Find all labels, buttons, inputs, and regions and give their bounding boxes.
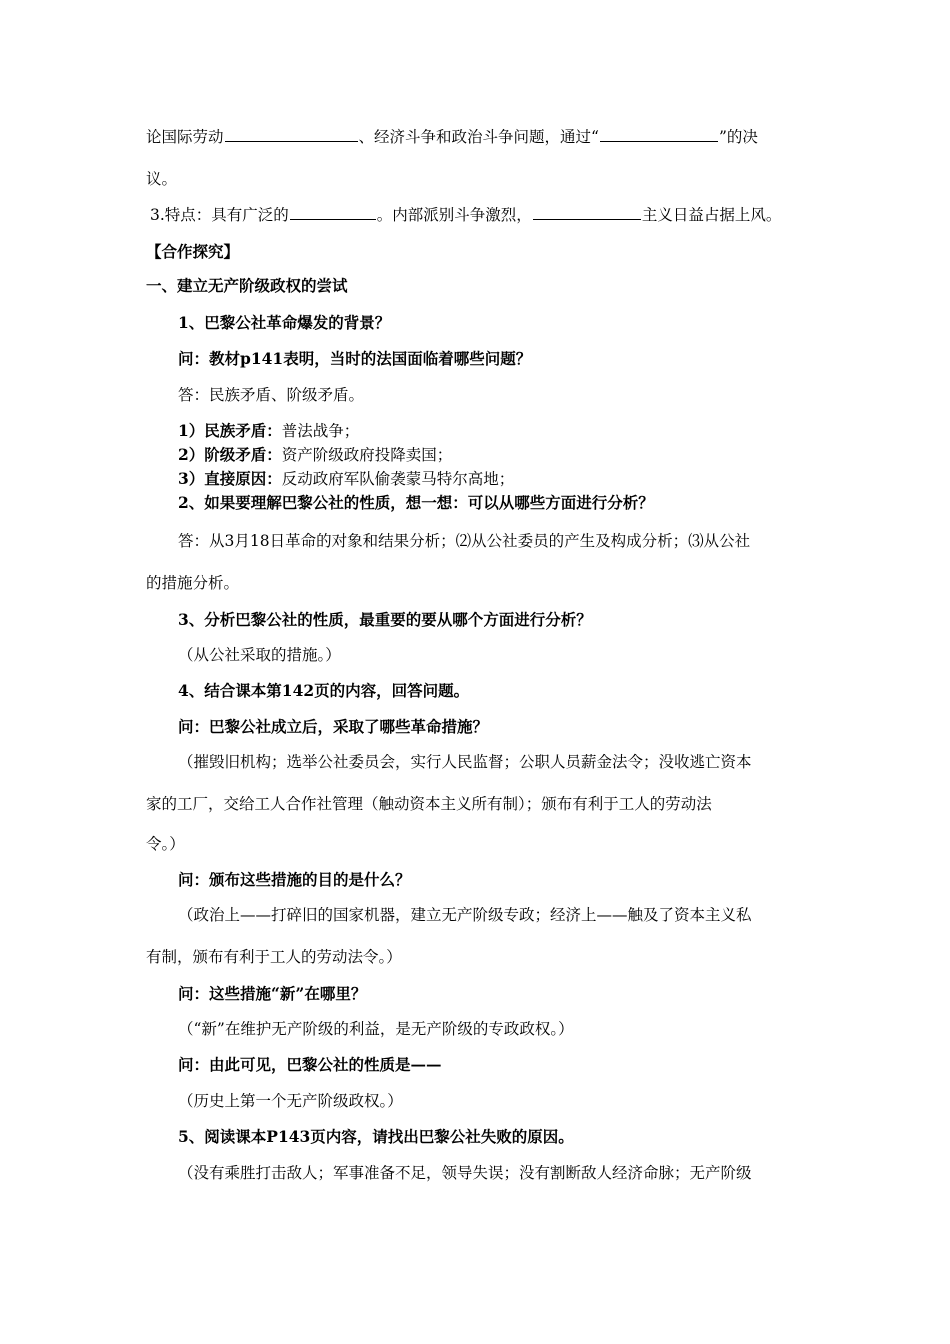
text: 。内部派别斗争激烈，	[376, 206, 532, 224]
part-title: 一、建立无产阶级政权的尝试	[146, 276, 348, 295]
text: 3.特点：具有广泛的	[150, 206, 289, 224]
paragraph-line: 议。	[146, 170, 178, 188]
question-1-answer: 答：民族矛盾、阶级矛盾。	[178, 386, 365, 404]
question-4-ask-1: 问：巴黎公社成立后，采取了哪些革命措施？	[178, 717, 489, 736]
point-text: 普法战争；	[281, 422, 360, 440]
answer-blank[interactable]	[533, 205, 641, 220]
question-2: 2、如果要理解巴黎公社的性质，想一想：可以从哪些方面进行分析？	[178, 493, 654, 512]
question-4-answer-3: （“新”在维护无产阶级的利益，是无产阶级的专政政权。）	[178, 1020, 574, 1038]
point-3	[178, 469, 514, 489]
point-text: 反动政府军队偷袭蒙马特尔高地；	[281, 470, 515, 488]
question-4-answer-2-cont: 有制，颁布有利于工人的劳动法令。）	[146, 948, 402, 966]
question-4-answer-2: （政治上——打碎旧的国家机器，建立无产阶级专政；经济上——触及了资本主义私	[178, 906, 752, 924]
question-4-ask-4: 问：由此可见，巴黎公社的性质是——	[178, 1055, 442, 1074]
fill-blank-line-3	[150, 205, 781, 225]
answer-blank[interactable]	[600, 127, 718, 142]
question-4-ask-2: 问：颁布这些措施的目的是什么？	[178, 870, 411, 889]
question-1-ask: 问：教材p141表明，当时的法国面临着哪些问题？	[178, 349, 532, 368]
answer-blank[interactable]	[290, 205, 376, 220]
question-4-answer-1-cont: 家的工厂，交给工人合作社管理（触动资本主义所有制）；颁布有利于工人的劳动法	[146, 795, 712, 813]
question-2-answer-cont: 的措施分析。	[146, 574, 240, 592]
text: 论国际劳动	[146, 128, 224, 146]
question-4-answer-1-cont: 令。）	[146, 835, 185, 853]
question-4: 4、结合课本第142页的内容，回答问题。	[178, 681, 470, 700]
point-2	[178, 445, 452, 465]
section-heading: 【合作探究】	[146, 242, 240, 261]
point-label: 3）直接原因：	[178, 469, 282, 488]
question-2-answer: 答：从3月18日革命的对象和结果分析；⑵从公社委员的产生及构成分析；⑶从公社	[178, 532, 751, 550]
point-label: 1）民族矛盾：	[178, 421, 282, 440]
question-1: 1、巴黎公社革命爆发的背景？	[178, 313, 391, 332]
question-3: 3、分析巴黎公社的性质，最重要的要从哪个方面进行分析？	[178, 610, 592, 629]
text: 、经济斗争和政治斗争问题，通过“	[358, 128, 599, 146]
question-5-answer: （没有乘胜打击敌人；军事准备不足，领导失误；没有割断敌人经济命脉；无产阶级	[178, 1164, 752, 1182]
question-4-ask-3: 问：这些措施“新”在哪里？	[178, 984, 367, 1003]
point-text: 资产阶级政府投降卖国；	[281, 446, 453, 464]
fill-blank-line-1	[146, 127, 758, 147]
question-3-answer: （从公社采取的措施。）	[178, 646, 341, 664]
answer-blank[interactable]	[225, 127, 358, 142]
text: ”的决	[718, 128, 758, 146]
point-label: 2）阶级矛盾：	[178, 445, 282, 464]
question-4-answer-1: （摧毁旧机构；选举公社委员会，实行人民监督；公职人员薪金法令；没收逃亡资本	[178, 753, 752, 771]
question-5: 5、阅读课本P143页内容，请找出巴黎公社失败的原因。	[178, 1127, 574, 1146]
text: 主义日益占据上风。	[641, 206, 782, 224]
question-4-answer-4: （历史上第一个无产阶级政权。）	[178, 1092, 403, 1110]
point-1	[178, 421, 359, 441]
